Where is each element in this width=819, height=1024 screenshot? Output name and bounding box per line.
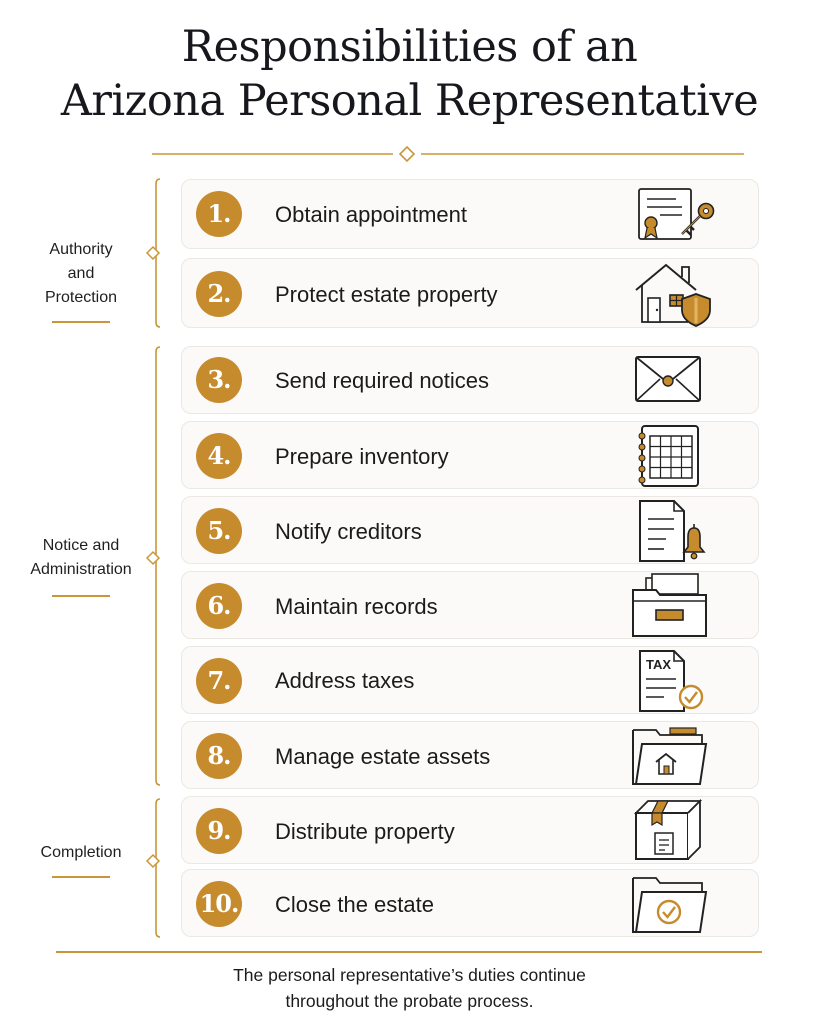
step-number-badge: 8. xyxy=(196,733,242,779)
step-label: Obtain appointment xyxy=(275,202,468,227)
group-label-completion: Completion xyxy=(40,844,122,861)
folder-check-icon xyxy=(630,870,718,938)
group-underline xyxy=(52,595,110,597)
ledger-grid-icon xyxy=(630,422,718,490)
step-label: Maintain records xyxy=(275,594,438,619)
envelope-icon xyxy=(630,347,718,415)
step-label: Protect estate property xyxy=(275,282,498,307)
step-label: Notify creditors xyxy=(275,519,422,544)
step-label: Address taxes xyxy=(275,668,415,693)
footer-divider xyxy=(56,951,762,953)
step-card-6 xyxy=(181,571,759,639)
step-number-badge: 7. xyxy=(196,658,242,704)
bracket-diamond-icon xyxy=(147,855,159,867)
certificate-key-icon xyxy=(630,181,718,249)
group-underline xyxy=(52,876,110,878)
step-label: Manage estate assets xyxy=(275,744,491,769)
title-divider xyxy=(0,142,819,166)
step-card-8 xyxy=(181,721,759,789)
step-label: Close the estate xyxy=(275,892,434,917)
step-card-2 xyxy=(181,258,759,328)
folder-house-icon xyxy=(630,722,718,790)
step-label: Send required notices xyxy=(275,368,490,393)
step-card-4 xyxy=(181,421,759,489)
file-folder-icon xyxy=(630,572,718,640)
group-underline xyxy=(52,321,110,323)
step-number-badge: 3. xyxy=(196,357,242,403)
step-card-1 xyxy=(181,179,759,249)
page-title xyxy=(0,20,819,128)
svg-text:TAX: TAX xyxy=(646,657,672,672)
group-label-notice: Notice and Administration xyxy=(30,537,132,578)
bracket-diamond-icon xyxy=(147,247,159,259)
step-label: Prepare inventory xyxy=(275,444,449,469)
step-number-badge: 4. xyxy=(196,433,242,479)
step-number-badge: 2. xyxy=(196,271,242,317)
step-number-badge: 9. xyxy=(196,808,242,854)
step-number-badge: 6. xyxy=(196,583,242,629)
title-line-1: Responsibilities of an xyxy=(181,22,638,72)
step-number-badge: 10. xyxy=(196,881,242,927)
group-label-authority: Authority and Protection xyxy=(44,241,118,306)
step-card-5 xyxy=(181,496,759,564)
title-line-2: Arizona Personal Representative xyxy=(60,76,759,126)
document-bell-icon xyxy=(630,497,718,565)
box-document-icon xyxy=(630,797,718,865)
step-number-badge: 1. xyxy=(196,191,242,237)
step-card-7 xyxy=(181,646,759,714)
divider-diamond-icon xyxy=(400,147,414,161)
step-label: Distribute property xyxy=(275,819,455,844)
bracket-diamond-icon xyxy=(147,552,159,564)
step-card-10 xyxy=(181,869,759,937)
tax-document-check-icon xyxy=(630,647,718,715)
house-shield-icon xyxy=(630,260,718,328)
step-card-9 xyxy=(181,796,759,864)
footer-note: The personal representative’s duties continue throughout the probate process. xyxy=(233,965,586,1011)
step-number-badge: 5. xyxy=(196,508,242,554)
group-bracket-completion xyxy=(140,798,164,938)
step-card-3 xyxy=(181,346,759,414)
